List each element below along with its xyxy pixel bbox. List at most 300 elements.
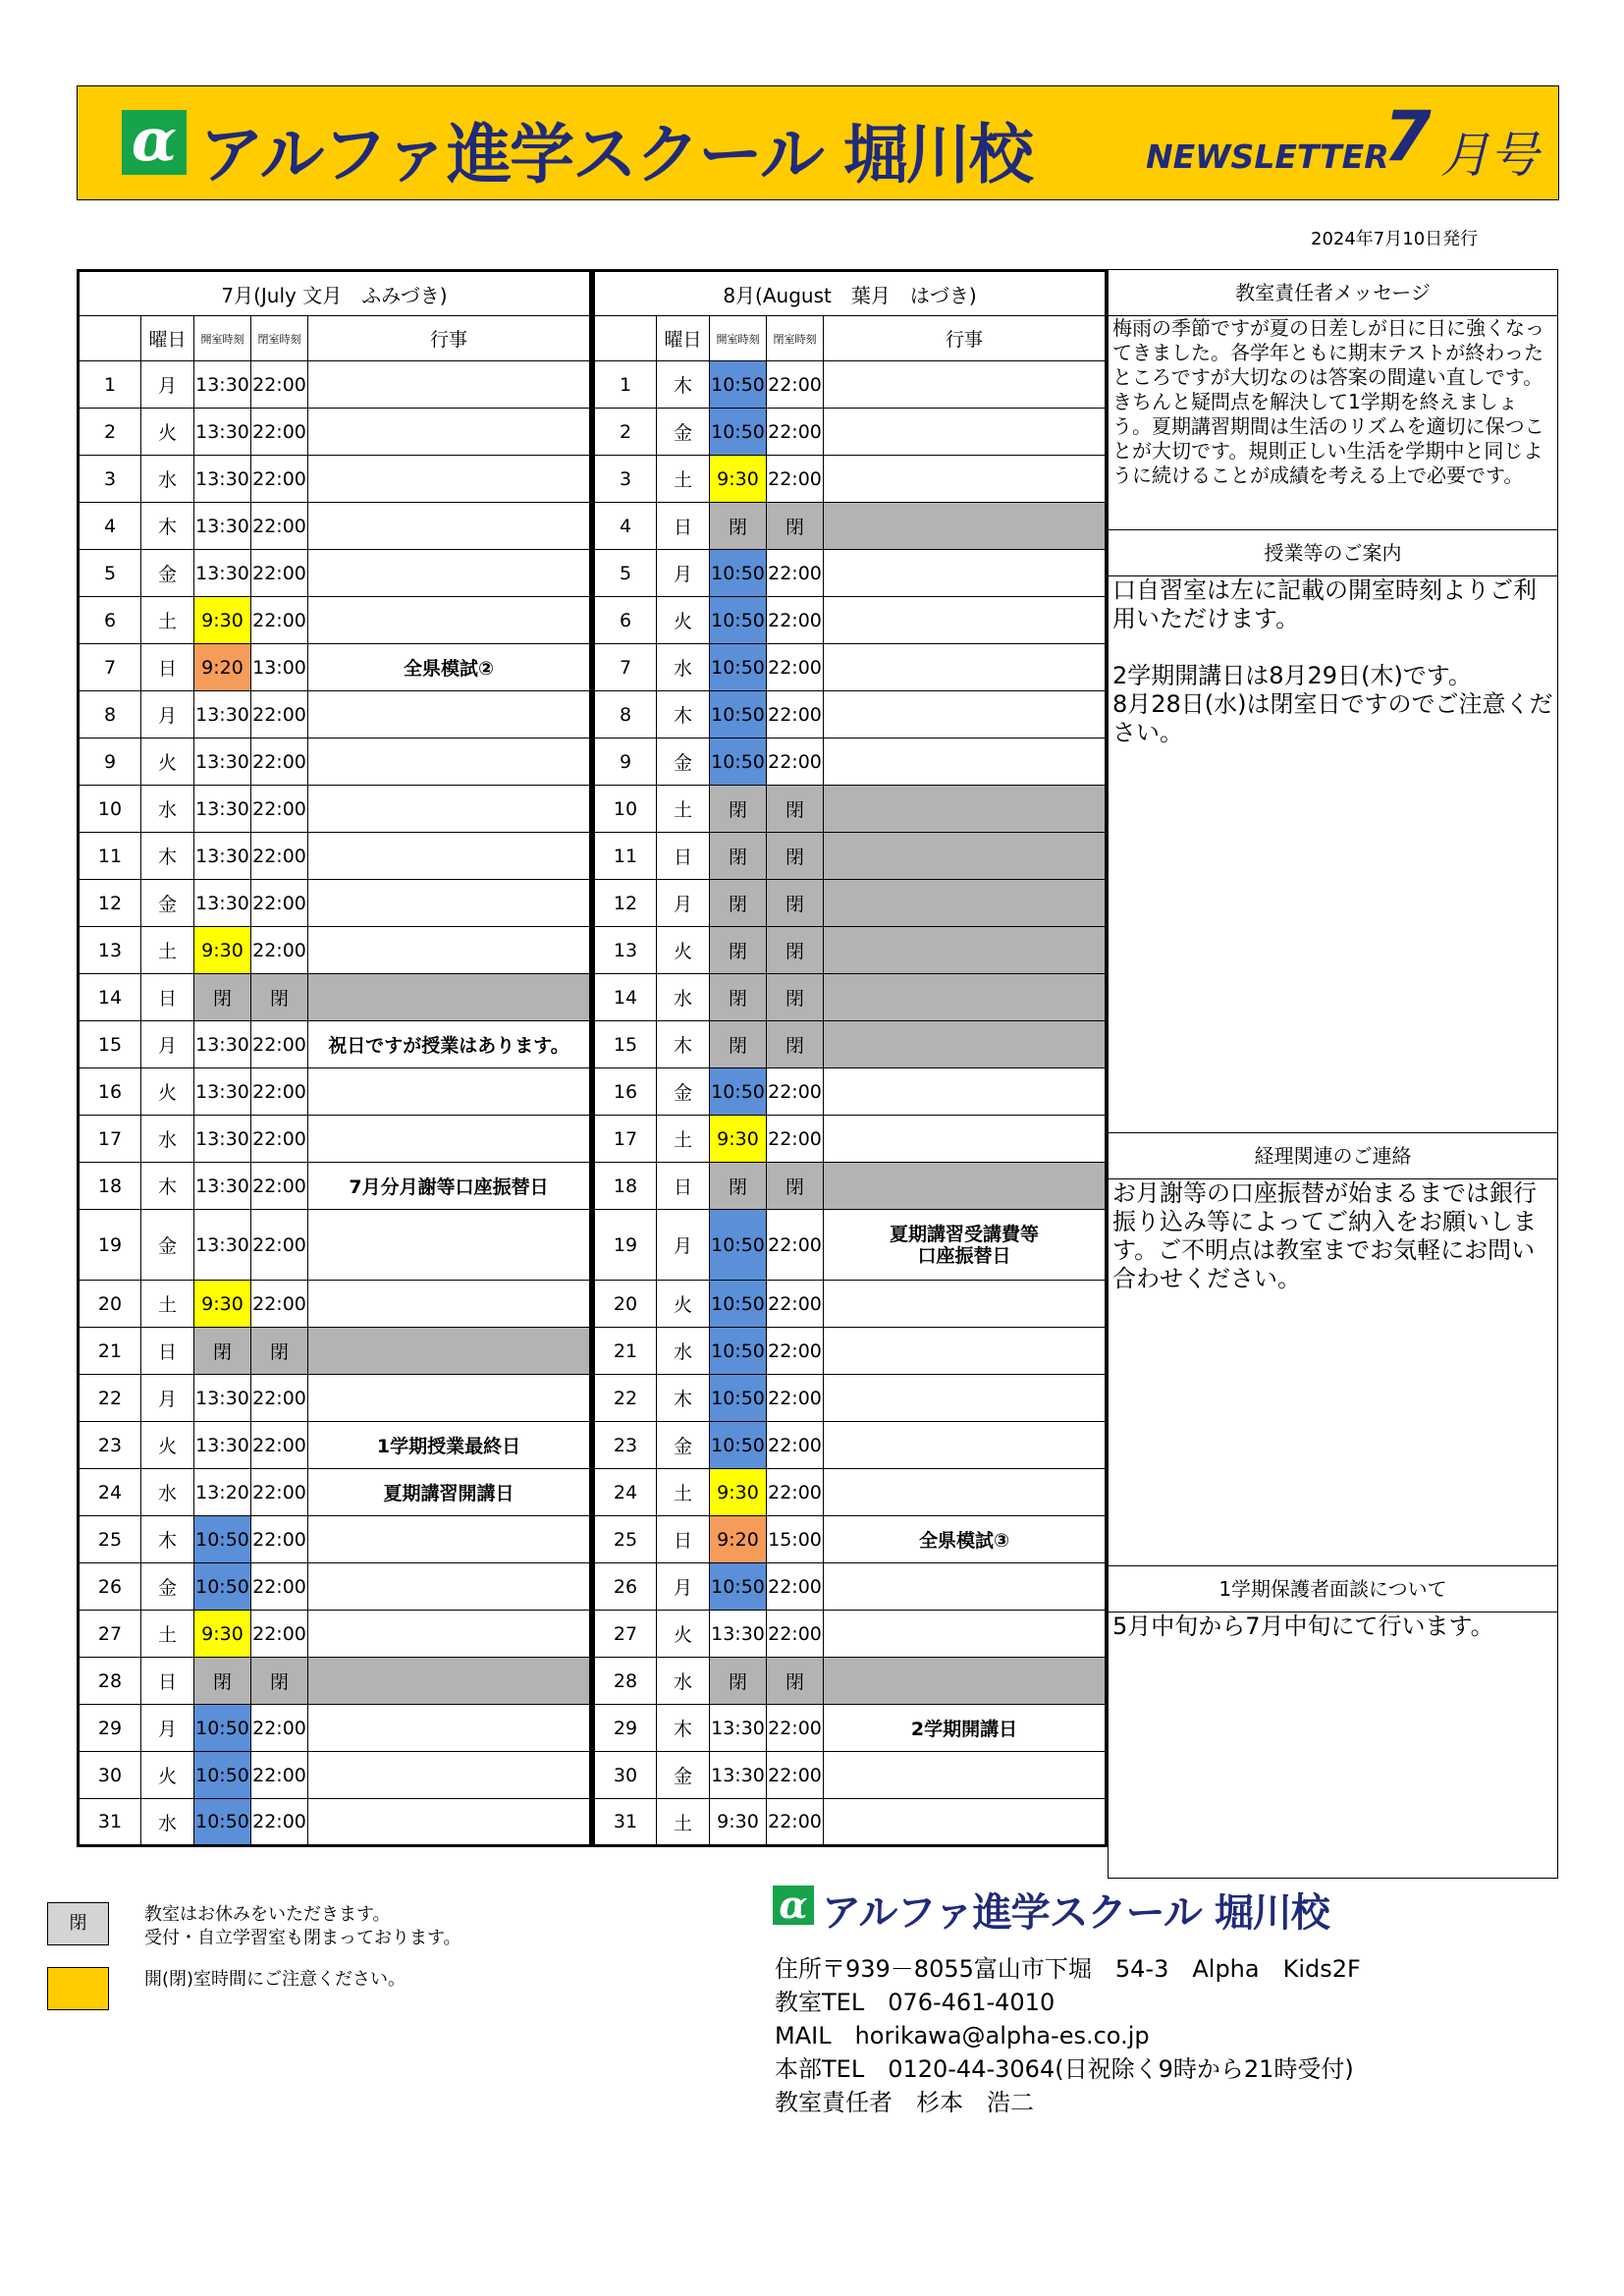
- day-number: 17: [79, 1116, 141, 1163]
- calendar-row: [594, 691, 1107, 738]
- close-time: 22:00: [251, 880, 308, 927]
- event: [308, 1563, 591, 1611]
- close-time: 22:00: [251, 691, 308, 738]
- open-time: 10:50: [194, 1516, 251, 1563]
- open-time: 13:30: [710, 1752, 767, 1799]
- event: [824, 1422, 1107, 1469]
- calendar-row: [594, 597, 1107, 644]
- open-time: 9:30: [710, 456, 767, 503]
- weekday: 日: [141, 974, 194, 1021]
- close-time: 閉: [767, 1021, 824, 1068]
- event: [824, 361, 1107, 409]
- calendar-row: [79, 1163, 591, 1210]
- newsletter-banner: [77, 85, 1559, 200]
- calendar-row: [79, 503, 591, 550]
- event: [824, 880, 1107, 927]
- event: [824, 1563, 1107, 1611]
- calendar-row: [594, 927, 1107, 974]
- weekday: 火: [657, 597, 710, 644]
- close-time: 22:00: [251, 1210, 308, 1281]
- calendar-row: [79, 1116, 591, 1163]
- open-time: 閉: [710, 1021, 767, 1068]
- day-number: 10: [594, 786, 657, 833]
- open-time: 10:50: [710, 1068, 767, 1116]
- close-time: 22:00: [251, 927, 308, 974]
- weekday: 火: [141, 1068, 194, 1116]
- open-time: 閉: [710, 880, 767, 927]
- day-number: 23: [79, 1422, 141, 1469]
- weekday: 金: [141, 550, 194, 597]
- weekday: 月: [657, 550, 710, 597]
- close-time: 閉: [251, 1328, 308, 1375]
- address: 住所〒939－8055富山市下堀 54-3 Alpha Kids2F: [775, 1955, 1361, 1983]
- close-time: 22:00: [251, 1163, 308, 1210]
- event: [824, 550, 1107, 597]
- event: [308, 974, 591, 1021]
- calendar-row: [79, 409, 591, 456]
- calendar-row: [79, 1068, 591, 1116]
- calendar-row: [594, 1563, 1107, 1611]
- event: [824, 1752, 1107, 1799]
- close-time: 22:00: [251, 1705, 308, 1752]
- day-number: 12: [79, 880, 141, 927]
- open-time: 13:30: [194, 833, 251, 880]
- open-time: 10:50: [194, 1752, 251, 1799]
- close-time: 閉: [767, 1658, 824, 1705]
- issue-month-number: 7: [1383, 96, 1432, 177]
- close-time-header: 閉室時刻: [767, 316, 824, 361]
- calendar-row: [594, 1516, 1107, 1563]
- day-number: 3: [79, 456, 141, 503]
- close-time: 22:00: [767, 1799, 824, 1846]
- close-time: 22:00: [767, 456, 824, 503]
- close-time: 22:00: [767, 738, 824, 786]
- event: [824, 1799, 1107, 1846]
- event: [308, 1799, 591, 1846]
- weekday: 月: [657, 880, 710, 927]
- open-time: 10:50: [710, 1563, 767, 1611]
- events-header: 行事: [824, 316, 1107, 361]
- calendar-row: [79, 691, 591, 738]
- close-time: 22:00: [767, 1068, 824, 1116]
- close-time: 22:00: [251, 1116, 308, 1163]
- event: [308, 691, 591, 738]
- email[interactable]: MAIL horikawa@alpha-es.co.jp: [775, 2022, 1150, 2050]
- weekday: 水: [141, 1799, 194, 1846]
- close-time: 22:00: [251, 1021, 308, 1068]
- close-time: 22:00: [251, 1422, 308, 1469]
- close-time: 22:00: [251, 409, 308, 456]
- open-time: 13:30: [194, 1422, 251, 1469]
- weekday: 火: [141, 409, 194, 456]
- close-time: 22:00: [251, 1799, 308, 1846]
- open-time: 10:50: [710, 409, 767, 456]
- weekday: 土: [141, 597, 194, 644]
- day-number: 11: [79, 833, 141, 880]
- day-number: 9: [594, 738, 657, 786]
- close-time: 閉: [767, 1163, 824, 1210]
- day-number: 27: [594, 1611, 657, 1658]
- open-time: 9:30: [710, 1116, 767, 1163]
- day-number: 4: [79, 503, 141, 550]
- calendar-row: [594, 644, 1107, 691]
- weekday: 火: [141, 1752, 194, 1799]
- day-number: 17: [594, 1116, 657, 1163]
- event: 祝日ですが授業はあります。: [308, 1021, 591, 1068]
- event: 夏期講習開講日: [308, 1469, 591, 1516]
- event: [308, 409, 591, 456]
- open-time: 10:50: [710, 550, 767, 597]
- open-time: 13:30: [194, 409, 251, 456]
- event: [824, 786, 1107, 833]
- calendar-row: [79, 456, 591, 503]
- weekday: 水: [657, 1328, 710, 1375]
- calendar-row: [594, 1281, 1107, 1328]
- event: [824, 1375, 1107, 1422]
- open-time: 13:30: [194, 550, 251, 597]
- open-time: 閉: [710, 1163, 767, 1210]
- close-time: 22:00: [251, 361, 308, 409]
- event: [308, 880, 591, 927]
- close-time: 22:00: [767, 1705, 824, 1752]
- calendar-row: [79, 1799, 591, 1846]
- open-time: 10:50: [710, 361, 767, 409]
- event: [308, 1116, 591, 1163]
- close-time: 閉: [767, 786, 824, 833]
- day-number: 21: [594, 1328, 657, 1375]
- event: 7月分月謝等口座振替日: [308, 1163, 591, 1210]
- event: [308, 456, 591, 503]
- calendar-row: [594, 1705, 1107, 1752]
- open-time: 閉: [710, 974, 767, 1021]
- open-time-header: 開室時刻: [194, 316, 251, 361]
- weekday: 水: [657, 974, 710, 1021]
- event: [824, 597, 1107, 644]
- event: 全県模試③: [824, 1516, 1107, 1563]
- open-time: 9:30: [194, 597, 251, 644]
- close-time: 閉: [767, 927, 824, 974]
- accounting-body: お月謝等の口座振替が始まるまでは銀行振り込み等によってご納入をお願いします。ご不明点は教室までお気軽にお問い合わせください。: [1112, 1179, 1537, 1292]
- open-time: 10:50: [710, 1422, 767, 1469]
- weekday: 月: [141, 1021, 194, 1068]
- close-time: 22:00: [767, 550, 824, 597]
- close-time: 22:00: [767, 361, 824, 409]
- day-number: 11: [594, 833, 657, 880]
- event: [308, 1375, 591, 1422]
- day-number: 5: [594, 550, 657, 597]
- day-number: 2: [79, 409, 141, 456]
- open-time: 9:30: [710, 1469, 767, 1516]
- event: [824, 691, 1107, 738]
- event: [308, 597, 591, 644]
- day-number: 15: [79, 1021, 141, 1068]
- events-header: 行事: [308, 316, 591, 361]
- weekday: 金: [141, 1210, 194, 1281]
- weekday: 火: [657, 1611, 710, 1658]
- day-number: 13: [79, 927, 141, 974]
- event: [308, 1210, 591, 1281]
- open-time: 9:30: [710, 1799, 767, 1846]
- event: [824, 1611, 1107, 1658]
- message-title: 教室責任者メッセージ: [1108, 269, 1558, 316]
- weekday: 木: [141, 833, 194, 880]
- event: [824, 1328, 1107, 1375]
- close-time: 22:00: [767, 1210, 824, 1281]
- open-time: 13:30: [710, 1611, 767, 1658]
- close-time: 22:00: [767, 1752, 824, 1799]
- weekday: 土: [657, 786, 710, 833]
- weekday: 火: [657, 1281, 710, 1328]
- event: [824, 738, 1107, 786]
- day-number: 8: [594, 691, 657, 738]
- weekday: 金: [657, 1068, 710, 1116]
- open-time: 13:30: [194, 456, 251, 503]
- close-time-header: 閉室時刻: [251, 316, 308, 361]
- event: [824, 503, 1107, 550]
- footer-school-name: アルファ進学スクール 堀川校: [822, 1890, 1329, 1936]
- event: [308, 550, 591, 597]
- event: 夏期講習受講費等 口座振替日: [824, 1210, 1107, 1281]
- calendar-row: [79, 1422, 591, 1469]
- weekday: 日: [141, 1658, 194, 1705]
- day-number: 28: [79, 1658, 141, 1705]
- open-time: 閉: [710, 503, 767, 550]
- close-time: 22:00: [251, 503, 308, 550]
- day-number: 29: [79, 1705, 141, 1752]
- calendar-row: [79, 833, 591, 880]
- close-time: 22:00: [767, 1116, 824, 1163]
- close-time: 22:00: [251, 1752, 308, 1799]
- class-info-box: [1108, 575, 1558, 1133]
- close-time: 22:00: [251, 786, 308, 833]
- calendar-row: [79, 550, 591, 597]
- calendar-row: [79, 927, 591, 974]
- weekday: 日: [657, 1516, 710, 1563]
- open-time: 13:30: [194, 361, 251, 409]
- close-time: 13:00: [251, 644, 308, 691]
- day-number: 8: [79, 691, 141, 738]
- open-time: 9:30: [194, 1611, 251, 1658]
- weekday: 木: [657, 691, 710, 738]
- calendar-row: [594, 361, 1107, 409]
- calendar-row: [79, 1021, 591, 1068]
- issue-month-suffix: 月号: [1440, 127, 1539, 184]
- open-time: 13:30: [194, 1116, 251, 1163]
- day-number: 24: [79, 1469, 141, 1516]
- day-number-header: [594, 316, 657, 361]
- close-time: 15:00: [767, 1516, 824, 1563]
- open-time: 10:50: [194, 1705, 251, 1752]
- event: [824, 974, 1107, 1021]
- day-number: 25: [79, 1516, 141, 1563]
- open-time: 13:20: [194, 1469, 251, 1516]
- open-time: 閉: [710, 833, 767, 880]
- weekday-header: 曜日: [657, 316, 710, 361]
- calendar-row: [79, 1375, 591, 1422]
- open-time: 13:30: [194, 786, 251, 833]
- weekday: 土: [657, 1469, 710, 1516]
- accounting-box: [1108, 1178, 1558, 1566]
- interview-box: [1108, 1612, 1558, 1879]
- calendar-row: [594, 833, 1107, 880]
- event: [824, 1469, 1107, 1516]
- weekday: 金: [657, 409, 710, 456]
- calendar-row: [79, 1469, 591, 1516]
- day-number: 18: [79, 1163, 141, 1210]
- day-number: 15: [594, 1021, 657, 1068]
- weekday: 火: [141, 738, 194, 786]
- open-time: 10:50: [710, 1210, 767, 1281]
- calendar-row: [79, 644, 591, 691]
- accounting-title: 経理関連のご連絡: [1108, 1132, 1558, 1179]
- weekday: 月: [141, 1375, 194, 1422]
- close-time: 22:00: [251, 738, 308, 786]
- close-time: 22:00: [251, 833, 308, 880]
- weekday: 水: [141, 786, 194, 833]
- open-time: 13:30: [710, 1705, 767, 1752]
- day-number: 31: [79, 1799, 141, 1846]
- open-time: 13:30: [194, 1163, 251, 1210]
- weekday: 月: [657, 1563, 710, 1611]
- close-time: 閉: [767, 833, 824, 880]
- school-name: アルファ進学スクール 堀川校: [199, 117, 1032, 192]
- open-time: 10:50: [710, 738, 767, 786]
- calendar-row: [79, 1563, 591, 1611]
- close-time: 22:00: [251, 1375, 308, 1422]
- event: [824, 927, 1107, 974]
- calendar-row: [79, 1611, 591, 1658]
- weekday: 月: [141, 1705, 194, 1752]
- close-time: 22:00: [251, 1469, 308, 1516]
- day-number: 6: [79, 597, 141, 644]
- event: 全県模試②: [308, 644, 591, 691]
- event: [308, 927, 591, 974]
- day-number: 21: [79, 1328, 141, 1375]
- day-number: 7: [594, 644, 657, 691]
- calendar-row: [79, 738, 591, 786]
- open-time: 閉: [194, 1658, 251, 1705]
- event: [824, 644, 1107, 691]
- weekday: 木: [657, 1021, 710, 1068]
- day-number: 26: [594, 1563, 657, 1611]
- calendar-row: [594, 1210, 1107, 1281]
- calendar-row: [594, 1375, 1107, 1422]
- day-number-header: [79, 316, 141, 361]
- calendar-row: [594, 1116, 1107, 1163]
- close-time: 22:00: [251, 1516, 308, 1563]
- close-time: 22:00: [251, 1068, 308, 1116]
- weekday: 土: [657, 456, 710, 503]
- event: [308, 1068, 591, 1116]
- day-number: 29: [594, 1705, 657, 1752]
- open-time: 閉: [710, 927, 767, 974]
- weekday: 水: [657, 644, 710, 691]
- newsletter-label: NEWSLETTER: [1146, 137, 1389, 176]
- alpha-logo-icon: α: [122, 110, 187, 175]
- event: [824, 833, 1107, 880]
- close-time: 22:00: [767, 1422, 824, 1469]
- weekday: 木: [657, 361, 710, 409]
- open-time: 閉: [710, 786, 767, 833]
- legend-closed-swatch: 閉: [47, 1902, 109, 1945]
- day-number: 18: [594, 1163, 657, 1210]
- weekday: 金: [657, 1752, 710, 1799]
- message-box: [1108, 315, 1558, 530]
- weekday: 水: [141, 1116, 194, 1163]
- day-number: 31: [594, 1799, 657, 1846]
- legend-closed-line1: 教室はお休みをいただきます。: [144, 1904, 391, 1925]
- hq-tel: 本部TEL 0120-44-3064(日祝除く9時から21時受付): [775, 2055, 1354, 2083]
- weekday-header: 曜日: [141, 316, 194, 361]
- day-number: 2: [594, 409, 657, 456]
- open-time: 9:20: [710, 1516, 767, 1563]
- close-time: 閉: [251, 974, 308, 1021]
- calendar-row: [79, 880, 591, 927]
- day-number: 22: [79, 1375, 141, 1422]
- open-time: 13:30: [194, 880, 251, 927]
- day-number: 12: [594, 880, 657, 927]
- contact-info: [775, 1952, 1361, 2119]
- open-time: 13:30: [194, 1210, 251, 1281]
- day-number: 24: [594, 1469, 657, 1516]
- day-number: 30: [594, 1752, 657, 1799]
- event: [824, 1068, 1107, 1116]
- event: [824, 1658, 1107, 1705]
- event: [308, 1328, 591, 1375]
- close-time: 閉: [767, 503, 824, 550]
- day-number: 20: [594, 1281, 657, 1328]
- close-time: 22:00: [767, 597, 824, 644]
- calendar-row: [79, 361, 591, 409]
- day-number: 7: [79, 644, 141, 691]
- calendar-row: [79, 1328, 591, 1375]
- open-time: 10:50: [194, 1799, 251, 1846]
- event: [824, 1163, 1107, 1210]
- day-number: 25: [594, 1516, 657, 1563]
- weekday: 水: [141, 1469, 194, 1516]
- open-time: 10:50: [710, 691, 767, 738]
- open-time: 13:30: [194, 1021, 251, 1068]
- close-time: 22:00: [251, 1611, 308, 1658]
- july-title: 7月(July 文月 ふみづき): [79, 271, 591, 316]
- weekday: 火: [141, 1422, 194, 1469]
- weekday: 金: [657, 1422, 710, 1469]
- calendar-row: [79, 1752, 591, 1799]
- close-time: 22:00: [767, 1375, 824, 1422]
- weekday: 水: [657, 1658, 710, 1705]
- weekday: 金: [141, 880, 194, 927]
- calendar-row: [594, 1799, 1107, 1846]
- day-number: 19: [79, 1210, 141, 1281]
- open-time: 10:50: [710, 1375, 767, 1422]
- event: [308, 503, 591, 550]
- weekday: 木: [141, 1163, 194, 1210]
- weekday: 土: [141, 1611, 194, 1658]
- message-body: 梅雨の季節ですが夏の日差しが日に日に強くなってきました。各学年ともに期末テストが終わったところですが大切なのは答案の間違い直しです。きちんと疑問点を解決して1学期を終えましょう。夏期講習期間は生活のリズムを適切に保つことが大切です。規則正しい生活を学期中と同じように続けることが成績を考える上で必要です。: [1112, 316, 1544, 487]
- weekday: 土: [141, 927, 194, 974]
- day-number: 16: [594, 1068, 657, 1116]
- calendar-row: [79, 1658, 591, 1705]
- calendar-row: [594, 1163, 1107, 1210]
- calendar-row: [79, 597, 591, 644]
- weekday: 金: [141, 1563, 194, 1611]
- calendar-row: [594, 409, 1107, 456]
- close-time: 22:00: [767, 644, 824, 691]
- weekday: 木: [141, 1516, 194, 1563]
- weekday: 土: [657, 1799, 710, 1846]
- event: [824, 1021, 1107, 1068]
- day-number: 1: [594, 361, 657, 409]
